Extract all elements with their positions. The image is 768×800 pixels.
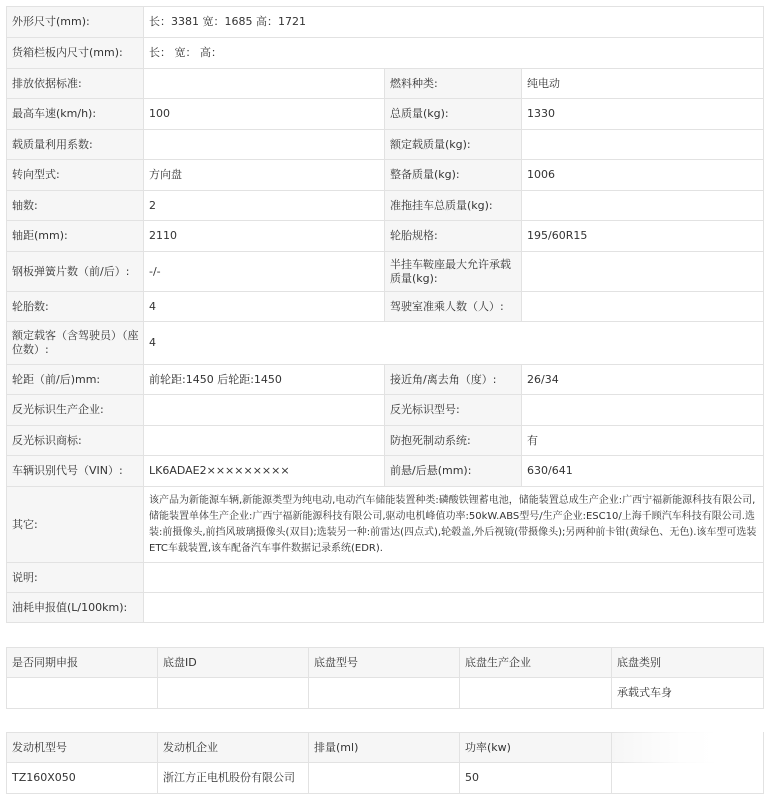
engine-header: 发动机型号 (7, 733, 158, 763)
chassis-cell (460, 678, 612, 709)
curb-mass-value: 1006 (522, 160, 764, 191)
spec-row-reflect-maker (7, 395, 764, 426)
fuel-value: 纯电动 (522, 69, 764, 99)
cab-label: 驾驶室准乘人数（人）: (385, 292, 522, 322)
chassis-row (7, 678, 764, 709)
cargo-value: 长： 宽： 高： (144, 38, 764, 69)
wheelbase-value: 2110 (144, 221, 385, 252)
emission-label: 排放依据标准: (7, 69, 144, 99)
dims-label: 外形尺寸(mm): (7, 7, 144, 38)
spec-row-reflect-brand (7, 426, 764, 456)
chassis-header-row (7, 648, 764, 678)
load-coef-value (144, 130, 385, 160)
saddle-value (522, 252, 764, 292)
fuel-cons-value (144, 593, 764, 623)
spec-row-emission (7, 69, 764, 99)
passengers-label: 额定载客（含驾驶员）（座位数）: (7, 322, 144, 365)
abs-label: 防抱死制动系统: (385, 426, 522, 456)
engine-table (6, 732, 764, 794)
load-coef-label: 载质量利用系数: (7, 130, 144, 160)
spec-row-vin (7, 456, 764, 487)
fuel-cons-label: 油耗申报值(L/100km): (7, 593, 144, 623)
wheelbase-label: 轴距(mm): (7, 221, 144, 252)
steering-value: 方向盘 (144, 160, 385, 191)
speed-label: 最高车速(km/h): (7, 99, 144, 130)
engine-cell (309, 763, 460, 794)
spring-value: -/- (144, 252, 385, 292)
engine-header-row (7, 733, 764, 763)
chassis-header: 是否同期申报 (7, 648, 158, 678)
rated-load-value (522, 130, 764, 160)
cab-value (522, 292, 764, 322)
reflect-maker-label: 反光标识生产企业: (7, 395, 144, 426)
total-mass-value: 1330 (522, 99, 764, 130)
angle-value: 26/34 (522, 365, 764, 395)
engine-row (7, 763, 764, 794)
total-mass-label: 总质量(kg): (385, 99, 522, 130)
tire-label: 轮胎规格: (385, 221, 522, 252)
track-value: 前轮距:1450 后轮距:1450 (144, 365, 385, 395)
steering-label: 转向型式: (7, 160, 144, 191)
chassis-table (6, 647, 764, 709)
speed-value: 100 (144, 99, 385, 130)
chassis-header: 底盘型号 (309, 648, 460, 678)
saddle-label: 半挂车鞍座最大允许承载质量(kg): (385, 252, 522, 292)
chassis-header: 底盘生产企业 (460, 648, 612, 678)
chassis-cell (309, 678, 460, 709)
angle-label: 接近角/离去角（度）: (385, 365, 522, 395)
spec-row-spring (7, 252, 764, 292)
spec-row-wheelbase (7, 221, 764, 252)
tire-value: 195/60R15 (522, 221, 764, 252)
spec-row-note (7, 563, 764, 593)
spec-row-fuel-consumption (7, 593, 764, 623)
engine-cell: 浙江方正电机股份有限公司 (158, 763, 309, 794)
engine-header (612, 733, 764, 763)
overhang-label: 前悬/后悬(mm): (385, 456, 522, 487)
cargo-label: 货箱栏板内尺寸(mm): (7, 38, 144, 69)
vin-value: LK6ADAE2××××××××× (144, 456, 385, 487)
chassis-header: 底盘ID (158, 648, 309, 678)
chassis-cell (7, 678, 158, 709)
engine-cell: TZ160X050 (7, 763, 158, 794)
reflect-maker-value (144, 395, 385, 426)
chassis-header: 底盘类别 (612, 648, 764, 678)
engine-header: 功率(kw) (460, 733, 612, 763)
tire-count-label: 轮胎数: (7, 292, 144, 322)
engine-cell (612, 763, 764, 794)
emission-value (144, 69, 385, 99)
note-label: 说明: (7, 563, 144, 593)
axles-value: 2 (144, 191, 385, 221)
spec-row-track (7, 365, 764, 395)
axles-label: 轴数: (7, 191, 144, 221)
track-label: 轮距（前/后)mm: (7, 365, 144, 395)
fuel-label: 燃料种类: (385, 69, 522, 99)
passengers-value: 4 (144, 322, 764, 365)
chassis-cell (158, 678, 309, 709)
spec-row-steering (7, 160, 764, 191)
trailer-value (522, 191, 764, 221)
other-label: 其它: (7, 487, 144, 563)
abs-value: 有 (522, 426, 764, 456)
reflect-brand-value (144, 426, 385, 456)
spec-row-speed (7, 99, 764, 130)
reflect-model-label: 反光标识型号: (385, 395, 522, 426)
spec-table (6, 6, 764, 623)
engine-cell: 50 (460, 763, 612, 794)
overhang-value: 630/641 (522, 456, 764, 487)
tire-count-value: 4 (144, 292, 385, 322)
spec-row-other (7, 487, 764, 563)
spec-row-tires (7, 292, 764, 322)
other-value: 该产品为新能源车辆,新能源类型为纯电动,电动汽车储能装置种类:磷酸铁锂蓄电池，储能装置总成生产企业:广西宁福新能源科技有限公司,储能装置单体生产企业:广西宁福新能源科技有限公司,驱动电机峰值功率:50kW.ABS型号/生产企业:ESC10/上海千顾汽车科技有限公司.选装:前摄像头,前挡风玻璃摄像头(双目);选装另一种:前雷达(四点式),轮毂盖,外后视镜(带摄像头);另两种前卡钳(黄绿色、无色).该车型可选装ETC车载装置,该车配备汽车事件数据记录系统(EDR). (144, 487, 764, 563)
spec-row-cargo (7, 38, 764, 69)
trailer-label: 准拖挂车总质量(kg): (385, 191, 522, 221)
spec-row-passengers (7, 322, 764, 365)
spec-row-load (7, 130, 764, 160)
note-value (144, 563, 764, 593)
chassis-cell: 承载式车身 (612, 678, 764, 709)
reflect-brand-label: 反光标识商标: (7, 426, 144, 456)
reflect-model-value (522, 395, 764, 426)
rated-load-label: 额定载质量(kg): (385, 130, 522, 160)
vin-label: 车辆识别代号（VIN）: (7, 456, 144, 487)
dims-value: 长：3381 宽：1685 高：1721 (144, 7, 764, 38)
engine-header: 发动机企业 (158, 733, 309, 763)
curb-mass-label: 整备质量(kg): (385, 160, 522, 191)
engine-header: 排量(ml) (309, 733, 460, 763)
spring-label: 钢板弹簧片数（前/后）: (7, 252, 144, 292)
spec-row-axles (7, 191, 764, 221)
spec-row-dims (7, 7, 764, 38)
